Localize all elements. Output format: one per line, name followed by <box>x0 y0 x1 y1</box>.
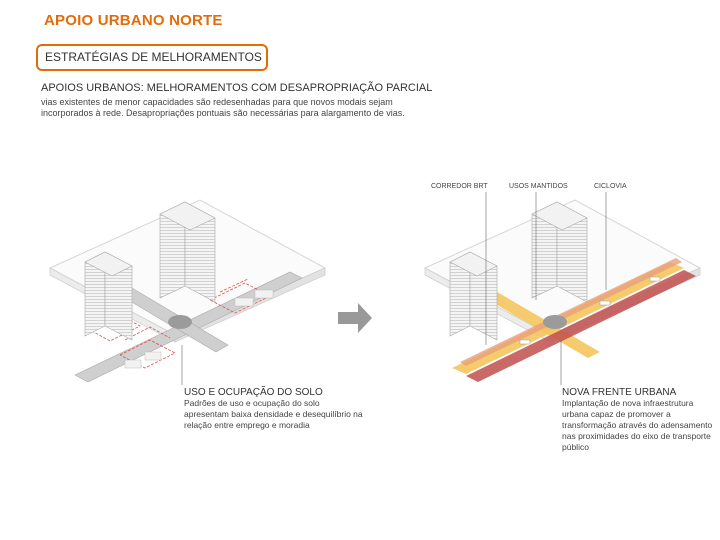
left-block-diagram <box>50 200 325 385</box>
left-intersection <box>168 315 192 329</box>
legend-usos-mantidos: USOS MANTIDOS <box>509 183 568 190</box>
right-block-diagram <box>425 192 700 385</box>
page-title: APOIO URBANO NORTE <box>44 12 223 29</box>
right-caption-title: NOVA FRENTE URBANA <box>562 387 677 398</box>
right-tower-2 <box>532 202 587 302</box>
right-tower-1 <box>450 252 497 340</box>
subtitle: APOIOS URBANOS: MELHORAMENTOS COM DESAPROPRIAÇÃO PARCIAL <box>41 82 433 94</box>
right-caption-text: Implantação de nova infraestrutura urbana capaz de promover a transformação através do adensamento nas proximidades do eixo de transporte público <box>562 398 713 452</box>
left-tower-2 <box>160 202 215 302</box>
left-tower-1 <box>85 252 132 340</box>
transition-arrow <box>338 303 372 333</box>
legend-corredor-brt: CORREDOR BRT <box>431 183 488 190</box>
left-caption-title: USO E OCUPAÇÃO DO SOLO <box>184 387 323 398</box>
left-caption <box>184 387 364 431</box>
legend-ciclovia: CICLOVIA <box>594 183 627 190</box>
description: vias existentes de menor capacidades são redesenhadas para que novos modais sejam incorporados à rede. Desapropriações pontuais são necessárias para alargamento de vias. <box>41 97 405 118</box>
section-label: ESTRATÉGIAS DE MELHORAMENTOS <box>36 44 268 71</box>
left-caption-text: Padrões de uso e ocupação do solo apresentam baixa densidade e desequilíbrio na relação entre emprego e moradia <box>184 398 363 430</box>
right-caption <box>562 387 714 453</box>
right-intersection <box>543 315 567 329</box>
